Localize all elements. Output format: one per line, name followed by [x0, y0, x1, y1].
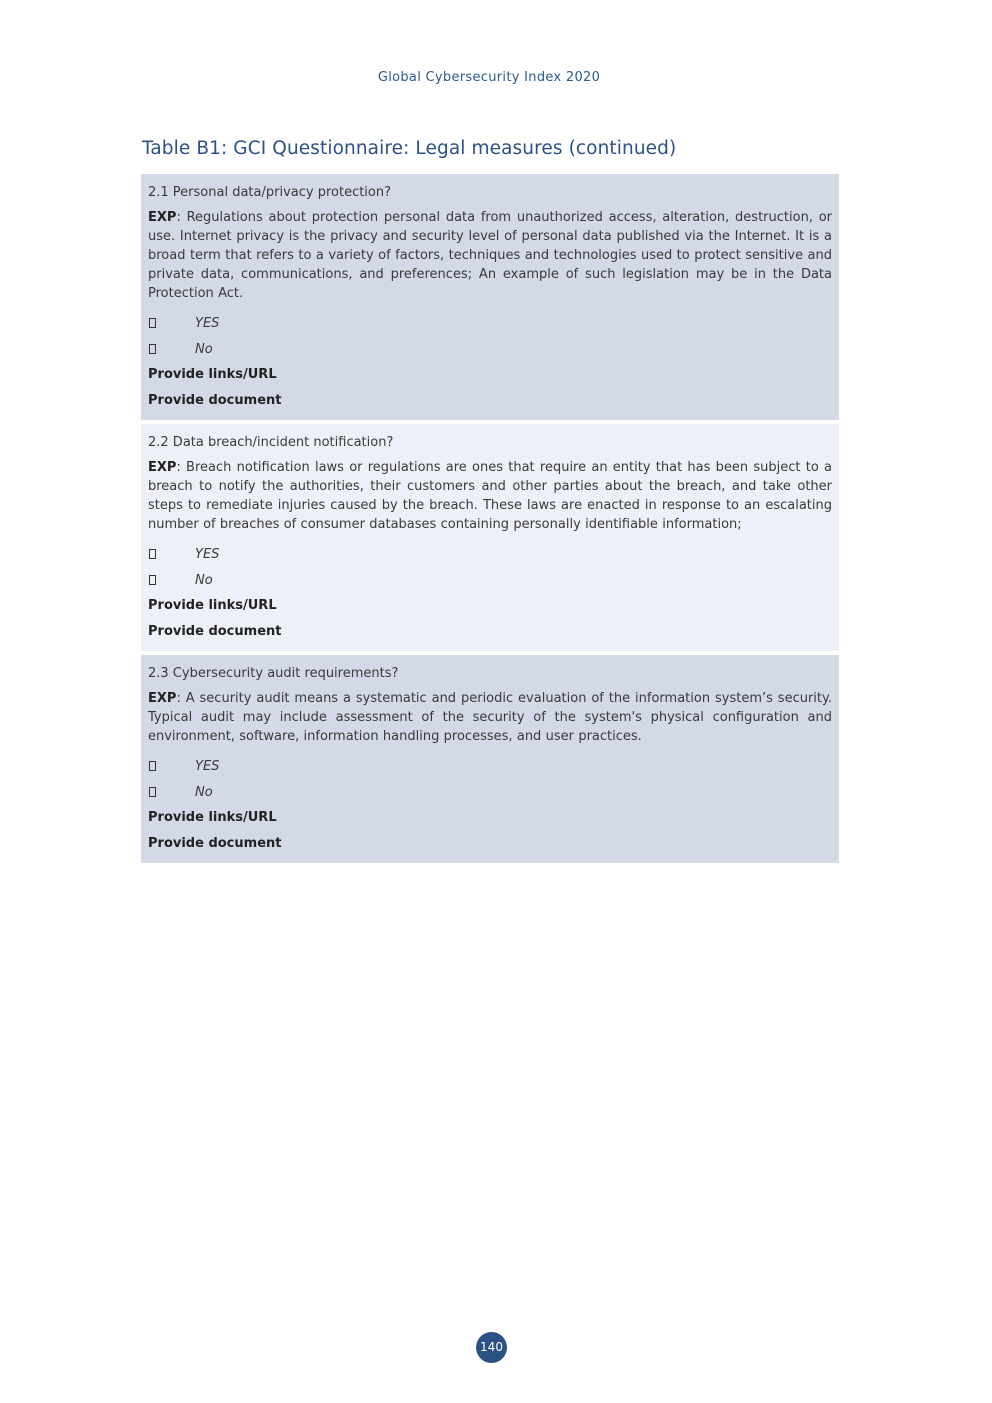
exp-text: : Regulations about protection personal data from unauthorized access, alteration, destruction, or use. Internet privacy is the privacy and security level of personal data published via the Internet. It is a broad term that refers to a variety of factors, techniques and technologies used to protect sensitive and private data, communications, and preferences; An example of such legislation may be in the Data Protection Act.: [148, 210, 832, 301]
checkbox[interactable]: [149, 318, 156, 328]
question-explanation: [148, 208, 832, 303]
running-header: Global Cybersecurity Index 2020: [377, 70, 601, 85]
provide-document-label: Provide document: [148, 624, 282, 639]
exp-text: : A security audit means a systematic and periodic evaluation of the information system’s security. Typical audit may include assessment of the security of the system's physical configuration and environment, software, information handling processes, and user practices.: [148, 691, 832, 744]
question-title: 2.2 Data breach/incident notification?: [148, 435, 394, 450]
provide-document-label: Provide document: [148, 393, 282, 408]
option-label: YES: [195, 315, 220, 331]
option-no[interactable]: [148, 567, 832, 593]
question-explanation: [148, 689, 832, 746]
question-section-2-2: [141, 424, 839, 651]
provide-document-label: Provide document: [148, 836, 282, 851]
option-label: YES: [195, 546, 220, 562]
checkbox[interactable]: [149, 787, 156, 797]
question-section-2-3: [141, 655, 839, 863]
question-section-2-1: [141, 174, 839, 420]
checkbox[interactable]: [149, 575, 156, 585]
questionnaire-table: [141, 174, 839, 863]
question-title: 2.1 Personal data/privacy protection?: [148, 185, 392, 200]
option-yes[interactable]: [148, 753, 832, 779]
provide-links-label: Provide links/URL: [148, 367, 277, 382]
provide-links-label: Provide links/URL: [148, 598, 277, 613]
table-title: Table B1: GCI Questionnaire: Legal measures (continued): [142, 138, 677, 159]
option-yes[interactable]: [148, 310, 832, 336]
option-no[interactable]: [148, 336, 832, 362]
option-label: No: [195, 341, 213, 357]
question-title: 2.3 Cybersecurity audit requirements?: [148, 666, 399, 681]
provide-links-label: Provide links/URL: [148, 810, 277, 825]
exp-label: EXP: [148, 691, 177, 706]
page-number-badge: 140: [476, 1332, 507, 1363]
exp-text: : Breach notification laws or regulations are ones that require an entity that has been subject to a breach to notify the authorities, their customers and other parties about the breach, and take other steps to remediate injuries caused by the breach. These laws are enacted in response to an escalating number of breaches of consumer databases containing personally identifiable information;: [148, 460, 832, 532]
option-label: No: [195, 572, 213, 588]
checkbox[interactable]: [149, 549, 156, 559]
option-no[interactable]: [148, 779, 832, 805]
exp-label: EXP: [148, 460, 177, 475]
exp-label: EXP: [148, 210, 177, 225]
option-yes[interactable]: [148, 541, 832, 567]
checkbox[interactable]: [149, 761, 156, 771]
option-label: No: [195, 784, 213, 800]
option-label: YES: [195, 758, 220, 774]
checkbox[interactable]: [149, 344, 156, 354]
question-explanation: [148, 458, 832, 534]
